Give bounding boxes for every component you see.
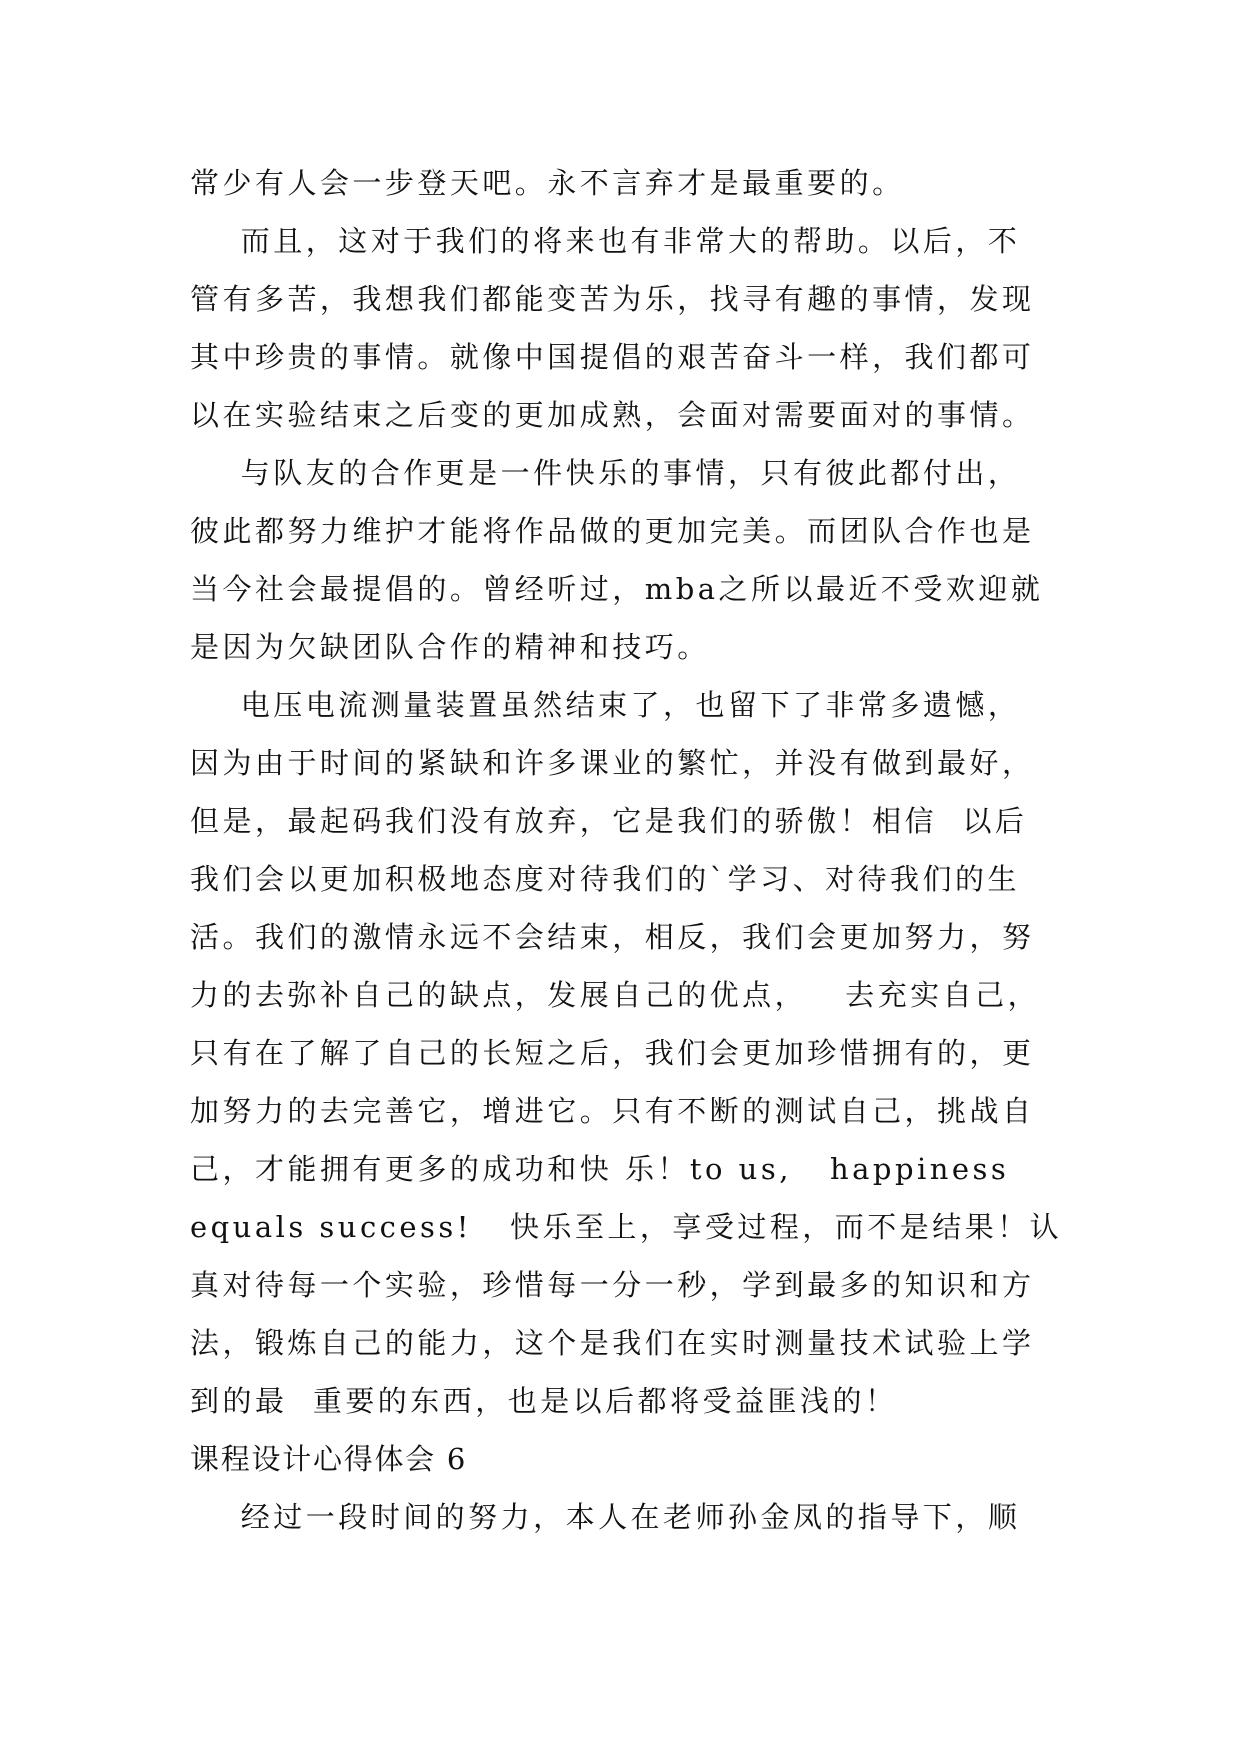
document-body xyxy=(190,154,1070,1546)
text-line: 真对待每一个实验，珍惜每一分一秒，学到最多的知识和方 xyxy=(190,1268,1035,1302)
text-line: 管有多苦，我想我们都能变苦为乐，找寻有趣的事情，发现 xyxy=(190,282,1035,316)
text-line: 活。我们的激情永远不会结束，相反，我们会更加努力，努 xyxy=(190,920,1035,954)
text-line: 法，锻炼自己的能力，这个是我们在实时测量技术试验上学 xyxy=(190,1326,1035,1360)
text-line: 是因为欠缺团队合作的精神和技巧。 xyxy=(190,630,710,664)
text-line: 以在实验结束之后变的更加成熟，会面对需要面对的事情。 xyxy=(190,398,1035,432)
section-heading: 课程设计心得体会 6 xyxy=(190,1442,468,1476)
text-line: 而且，这对于我们的将来也有非常大的帮助。以后，不 xyxy=(190,224,1021,258)
text-line: 与队友的合作更是一件快乐的事情，只有彼此都付出， xyxy=(190,456,1021,490)
text-line: 当今社会最提倡的。曾经听过，mba之所以最近不受欢迎就 xyxy=(190,572,1044,606)
text-line: 电压电流测量装置虽然结束了，也留下了非常多遗憾， xyxy=(190,688,1021,722)
text-line: 我们会以更加积极地态度对待我们的`学习、对待我们的生 xyxy=(190,862,1020,896)
text-line: equals success! 快乐至上，享受过程，而不是结果！认 xyxy=(190,1210,1063,1244)
text-line: 己，才能拥有更多的成功和快 乐！to us, happiness xyxy=(190,1152,1010,1186)
text-line: 力的去弥补自己的缺点，发展自己的优点， 去充实自己， xyxy=(190,978,1041,1012)
text-line: 常少有人会一步登天吧。永不言弃才是最重要的。 xyxy=(190,166,905,200)
text-line: 只有在了解了自己的长短之后，我们会更加珍惜拥有的，更 xyxy=(190,1036,1035,1070)
text-line: 因为由于时间的紧缺和许多课业的繁忙，并没有做到最好， xyxy=(190,746,1035,780)
text-line: 到的最 重要的东西，也是以后都将受益匪浅的！ xyxy=(190,1384,898,1418)
text-line: 加努力的去完善它，增进它。只有不断的测试自己，挑战自 xyxy=(190,1094,1035,1128)
text-line: 经过一段时间的努力，本人在老师孙金凤的指导下，顺 xyxy=(190,1500,1021,1534)
text-line: 但是，最起码我们没有放弃，它是我们的骄傲！相信 以后 xyxy=(190,804,1028,838)
text-line: 彼此都努力维护才能将作品做的更加完美。而团队合作也是 xyxy=(190,514,1035,548)
text-line: 其中珍贵的事情。就像中国提倡的艰苦奋斗一样，我们都可 xyxy=(190,340,1035,374)
